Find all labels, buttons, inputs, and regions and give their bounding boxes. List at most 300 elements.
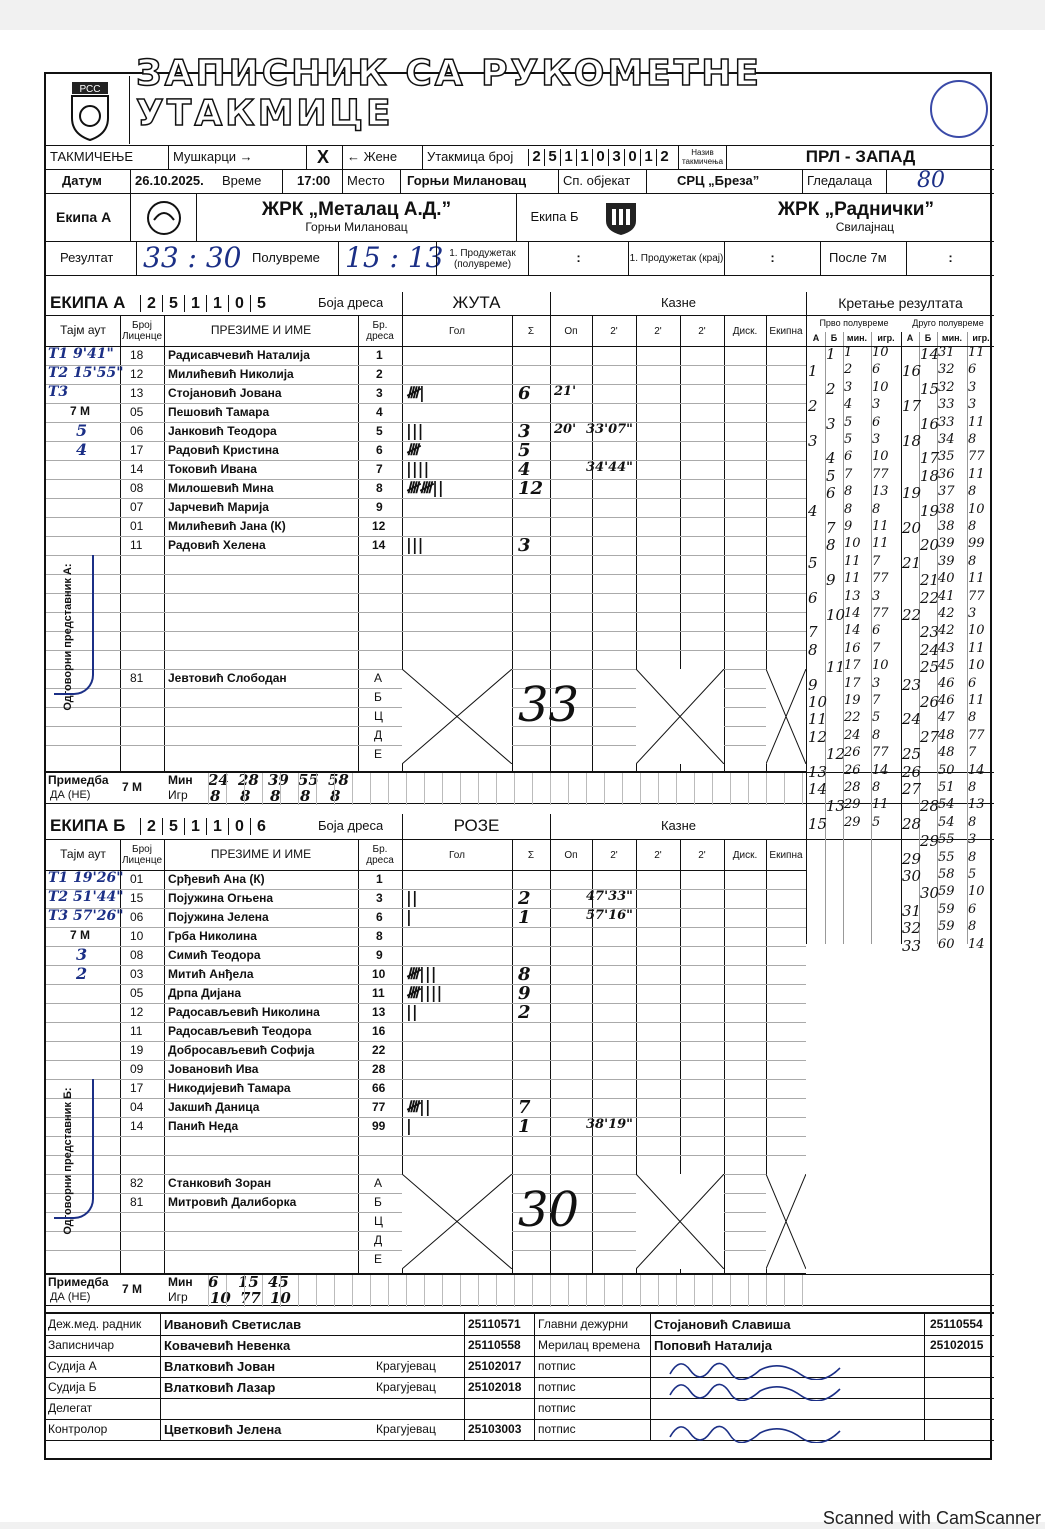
progress-entry: 54 [938,797,955,813]
result-row [46,242,994,276]
column-header: 2' [654,325,662,337]
progress-entry: 20 [920,536,940,555]
player-name: Радовић Хелена [168,538,266,552]
team-b-label: Екипа Б [516,194,592,241]
progress-entry: 8 [872,780,881,795]
grid-line [46,908,806,909]
progress-entry: 17 [902,397,922,416]
official-role-2: Мерилац времена [538,1338,641,1352]
progress-entry: 12 [808,727,828,746]
grid-line [424,773,425,805]
note-yes-no: ДА (НЕ) [50,789,91,801]
date-value: 26.10.2025. [130,170,204,193]
progress-entry: 16 [844,640,861,656]
player-name: Појужина Огњена [168,891,274,905]
column-header: ПРЕЗИМЕ И ИМЕ [210,323,312,338]
grid-line [924,1314,925,1440]
progress-entry: 32 [938,379,955,395]
column-header: Број Лиценце [121,320,163,342]
player-name: Милићевић Николија [168,367,294,381]
grid-line [226,773,227,805]
column-header: Гол [449,849,465,861]
progress-entry: 26 [844,745,861,761]
progress-entry: 8 [872,501,881,517]
place-value: Горњи Милановац [400,170,526,193]
goal-tally: 𝍸|||| [406,983,443,1002]
official-license: 81 [130,671,144,685]
official-name: Ковачевић Невенка [164,1338,291,1353]
progress-entry: 26 [902,762,922,781]
representative-label: Одговорни представник А: [61,563,74,711]
progress-entry: 3 [872,397,881,413]
player-license: 01 [130,519,144,533]
player-name: Стојановић Јована [168,386,282,400]
progress-entry: 29 [844,797,861,813]
grid-line [658,1275,659,1307]
grid-line [352,1275,353,1307]
progress-entry: 5 [826,466,836,485]
official-license: 82 [130,1176,144,1190]
time-label: Време [222,173,262,189]
seven-m-player: 8 [300,787,311,805]
match-number-digit: 0 [592,149,608,166]
note-min-label: Мин [168,773,193,787]
progress-entry: 77 [872,571,889,587]
player-license: 05 [130,405,144,419]
grid-line [532,1275,533,1307]
progress-entry: 29 [902,849,922,868]
grid-line [46,870,806,871]
note-min-label: Мин [168,1275,193,1289]
progress-entry: 10 [968,658,985,674]
progress-entry: 5 [808,553,818,572]
official-city: Крагујевац [376,1422,436,1436]
goal-total: 7 [518,1097,531,1118]
warning-time: 20' [554,422,577,437]
progress-entry: 8 [808,640,818,659]
penalties-box [636,669,724,764]
svg-text:РСС: РСС [79,84,101,95]
progress-entry: 9 [844,519,853,534]
progress-entry: 58 [938,867,955,882]
goal-tally: |||| [406,459,430,478]
progress-entry: 6 [968,362,977,378]
grid-line [724,840,725,1273]
goal-tally: 𝍸𝍸|| [406,478,444,497]
progress-entry: 6 [808,588,818,607]
match-number-digit: 0 [624,149,640,166]
player-number: 9 [376,948,383,962]
grid-line [712,1275,713,1307]
team-b-logo [604,194,638,241]
official-letter: Е [374,1252,383,1266]
note-7m-label: 7 М [122,780,143,794]
progress-entry: 11 [844,571,861,587]
player-name: Никодијевић Тамара [168,1081,291,1095]
progress-entry: 6 [826,484,836,503]
progress-entry: 45 [938,658,955,674]
player-number: 2 [376,367,383,381]
team-b-notes [46,1274,994,1306]
progress-entry: 33 [938,414,955,430]
column-header: Бр. дреса [366,320,394,342]
grid-line [46,1041,806,1042]
seven-m-minute: 58 [328,771,349,789]
spectators-value: 80 [886,170,945,193]
competition-name: ПРЛ - ЗАПАД [726,146,994,169]
progress-entry: 33 [902,936,922,955]
progress-entry: 3 [872,675,881,691]
progress-entry: 7 [808,623,818,642]
player-number: 8 [376,481,383,495]
grid-line [622,773,623,805]
progress-entry: 8 [968,519,977,534]
progress-entry: 1 [844,345,853,360]
grid-line [370,1275,371,1307]
progress-entry: 59 [938,919,955,935]
player-name: Појужина Јелена [168,910,269,924]
player-license: 07 [130,500,144,514]
official-role-2: Главни дежурни [538,1317,629,1331]
progress-entry: 11 [968,571,985,587]
player-number: 9 [376,500,383,514]
grid-line [658,773,659,805]
progress-entry: 21 [920,571,940,590]
match-number-digit: 3 [608,149,624,166]
progress-entry: 14 [968,936,985,952]
player-license: 15 [130,891,144,905]
progress-entry: 16 [902,362,922,381]
progress-entry: 3 [968,397,977,413]
goal-tally: ||| [406,535,424,554]
grid-line [766,1275,767,1307]
player-license: 10 [130,929,144,943]
grid-line [352,773,353,805]
seven-m-value: 5 [76,421,88,440]
progress-entry: 17 [844,675,861,691]
progress-entry: 10 [826,606,846,624]
team-a-code [140,292,272,315]
seven-m-minute: 28 [238,771,259,789]
progress-entry: 40 [938,571,955,587]
progress-entry: 35 [938,449,955,465]
column-header: Диск. [732,325,758,337]
progress-entry: 13 [826,797,846,816]
halftime-score: 15 : 13 [338,242,444,275]
seven-m-player: 8 [240,787,251,805]
player-license: 14 [130,462,144,476]
progress-entry: 2 [826,379,836,398]
progress-entry: 39 [938,536,955,552]
official-name: Јевтовић Слободан [168,671,287,685]
team-a-table [46,316,806,772]
grid-line [46,346,806,347]
player-number: 1 [376,348,383,362]
progress-entry: 3 [872,432,881,447]
grid-line [46,365,806,366]
progress-entry: 59 [938,884,955,900]
progress-entry: 27 [902,780,922,798]
place-label: Место [342,170,385,193]
time-value: 17:00 [282,170,330,193]
official-role-2: потпис [538,1359,576,1373]
progress-entry: 23 [902,675,922,694]
grid-line [586,773,587,805]
team-code-digit: 2 [140,818,162,836]
column-header: Број Лиценце [121,844,163,866]
grid-line [316,1275,317,1307]
progress-entry: 11 [872,519,889,534]
grid-line [512,840,513,1273]
seven-m-value: 3 [76,945,88,964]
progress-entry: 11 [968,693,985,708]
grid-line [478,1275,479,1307]
grid-line [298,773,299,805]
grid-line [262,773,263,805]
progress-entry: 26 [844,762,861,778]
player-number: 11 [372,986,385,1000]
player-name: Радовић Кристина [168,443,279,457]
official-role: Делегат [48,1401,93,1415]
player-license: 08 [130,481,144,495]
grid-line [46,1335,994,1336]
timeout-entry: Т2 15'55" [48,365,124,381]
team-penalty-box [766,669,806,764]
team-b-penalties-label: Казне [550,814,806,839]
progress-entry: 14 [872,762,889,778]
grid-line [748,773,749,805]
match-number-digit: 1 [576,149,592,166]
progress-entry: 8 [968,780,977,795]
progress-entry: 10 [872,379,889,395]
progress-entry: 7 [826,519,836,537]
progress-entry: 31 [938,345,955,360]
progress-entry: 51 [938,780,955,795]
player-name: Пешовић Тамара [168,405,270,419]
player-number: 4 [376,405,383,419]
grid-line [532,773,533,805]
player-license: 19 [130,1043,144,1057]
official-license: 25110558 [468,1338,521,1352]
progress-entry: 7 [872,553,881,569]
player-number: 10 [372,967,386,981]
grid-line [676,773,677,805]
total-box [402,669,512,764]
grid-line [604,1275,605,1307]
progress-entry: 55 [938,849,955,865]
progress-column-header: игр. [972,333,990,344]
column-header: Екипна [769,849,803,861]
progress-entry: 8 [844,501,853,517]
grid-line [46,1060,806,1061]
official-letter: А [374,1176,383,1190]
grid-line [244,1275,245,1307]
team-a-jersey-label: Боја дреса [318,295,384,311]
grid-line [424,1275,425,1307]
column-header: Оп [564,325,578,337]
player-license: 04 [130,1100,144,1114]
progress-entry: 8 [872,727,881,743]
progress-entry: 1 [808,362,818,381]
official-letter: А [374,671,383,685]
grid-line [640,773,641,805]
progress-entry: 13 [808,762,828,781]
grid-line [622,1275,623,1307]
progress-entry: 2 [808,397,818,416]
grid-line [164,840,165,1273]
official-letter: Б [374,1195,382,1209]
match-number-digit: 2 [656,149,672,166]
suspension-time: 47'33" [586,889,633,904]
progress-column-header: игр. [877,333,895,344]
official-role: Контролор [48,1422,108,1436]
progress-entry: 5 [968,867,977,882]
grid-line [712,773,713,805]
suspension-time: 34'44" [586,460,633,475]
player-name: Токовић Ивана [168,462,257,476]
player-number: 12 [372,519,386,533]
official-city: Крагујевац [376,1359,436,1373]
seven-m-player: 10 [270,1289,291,1307]
progress-entry: 28 [902,814,922,833]
score-progress-label: Кретање резултата [806,292,994,315]
progress-entry: 11 [968,345,985,360]
report-title: ЗАПИСНИК СА РУКОМЕТНЕ УТАКМИЦЕ [136,53,763,134]
timeout-entry: Т1 19'26" [48,870,124,886]
progress-entry: 26 [920,693,940,711]
progress-entry: 42 [938,623,955,639]
progress-entry: 5 [872,710,881,726]
progress-entry: 24 [844,727,861,743]
column-header: Бр. дреса [366,844,394,866]
scanner-watermark: Scanned with CamScanner [822,1508,1041,1528]
team-penalty-box [766,1174,806,1269]
date-label: Датум [62,173,102,189]
official-letter: Е [374,747,383,761]
player-number: 1 [376,872,383,886]
progress-entry: 10 [844,536,861,552]
progress-entry: 17 [844,658,861,674]
team-a-header [46,292,994,316]
player-license: 12 [130,367,144,381]
grid-line [46,403,806,404]
first-half-label: Прво полувреме [819,318,889,329]
team-a-jersey-color: ЖУТА [402,292,550,315]
progress-entry: 48 [938,727,955,743]
progress-entry: 21 [902,553,922,572]
seven-m-minute: 45 [268,1273,289,1291]
official-role-2: потпис [538,1422,576,1436]
goal-total: 3 [518,535,531,556]
score-progress-grid [806,316,994,955]
grid-line [650,1314,651,1440]
player-name: Милошевић Мина [168,481,274,495]
progress-entry: 3 [872,588,881,604]
suspension-time: 57'16" [586,908,633,923]
progress-entry: 18 [902,432,922,450]
progress-entry: 6 [968,675,977,691]
seven-m-minute: 55 [298,771,319,789]
progress-entry: 50 [938,762,955,778]
team-a-section-label: ЕКИПА А [50,293,126,313]
player-license: 06 [130,910,144,924]
progress-entry: 11 [826,658,846,677]
goal-tally: || [406,888,418,907]
team-a-name: ЖРК „Металац А.Д.” [261,199,452,221]
official-letter: Ц [374,709,383,723]
goal-total: 8 [518,964,531,985]
progress-entry: 54 [938,814,955,830]
progress-entry: 8 [968,484,977,500]
progress-entry: 11 [844,553,861,569]
goal-total: 6 [518,383,531,404]
player-number: 28 [372,1062,386,1076]
column-header: Гол [449,325,465,337]
goal-total: 5 [518,440,531,461]
grid-line [46,1079,806,1080]
official-role: Записничар [48,1338,115,1352]
progress-entry: 22 [844,710,861,726]
progress-entry: 41 [938,588,955,604]
column-header: Σ [527,325,535,337]
official-role-2: потпис [538,1380,576,1394]
competition-label: ТАКМИЧЕЊЕ [50,149,134,165]
seven-m-label: 7 М [70,404,91,418]
seven-m-value: 2 [76,964,88,983]
official-name-2: Поповић Наталија [654,1338,772,1353]
player-number: 8 [376,929,383,943]
grid-line [388,1275,389,1307]
grid-line [46,1136,806,1137]
player-license: 11 [130,1024,143,1038]
seven-m-player: 8 [330,787,341,805]
grid-line [370,773,371,805]
progress-entry: 4 [844,397,853,413]
goal-tally: ||| [406,421,424,440]
progress-column-header: А [906,333,914,344]
grid-line [568,773,569,805]
column-header: Диск. [732,849,758,861]
final-score: 33 : 30 [136,242,242,275]
second-half-label: Друго полувреме [912,318,984,329]
column-header: 2' [698,849,706,861]
progress-entry: 4 [826,449,836,468]
progress-entry: 28 [920,797,940,816]
progress-entry: 77 [872,745,889,761]
player-number: 22 [372,1043,386,1057]
team-total-goals: 30 [518,1182,580,1238]
team-a-logo [130,194,196,241]
seven-m-minute: 39 [268,771,289,789]
progress-entry: 10 [968,623,985,639]
progress-entry: 11 [808,710,828,729]
progress-entry: 30 [902,867,922,885]
title-band [46,53,994,146]
goal-total: 4 [518,459,531,480]
grid-line [358,840,359,1273]
progress-entry: 46 [938,693,955,708]
official-license-2: 25110554 [930,1317,983,1331]
goal-total: 1 [518,1116,531,1137]
progress-entry: 46 [938,675,955,691]
note-label: Примедба [48,1275,109,1289]
women-mark: X [306,146,329,169]
progress-entry: 11 [968,466,985,482]
progress-entry: 12 [826,745,846,764]
progress-entry: 22 [920,588,940,607]
grid-line [514,1275,515,1307]
grid-line [46,422,806,423]
